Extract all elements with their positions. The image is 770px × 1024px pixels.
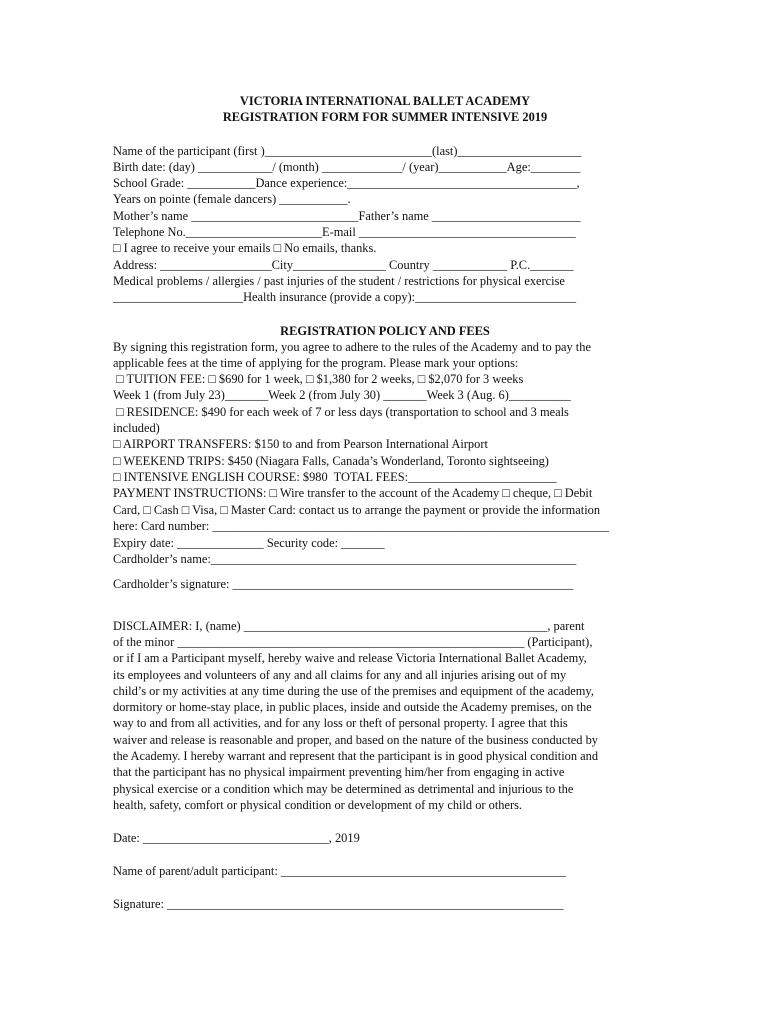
cardholder-signature-field[interactable]: Cardholder’s signature: _______________________________________________________ xyxy=(113,577,574,591)
medical-insurance-field[interactable]: _____________________Health insurance (provide a copy):__________________________ xyxy=(113,290,577,304)
card-number-field[interactable]: here: Card number: ________________________________________________________________ xyxy=(113,519,609,533)
disclaimer-text: the Academy. I hereby warrant and represent that the participant is in good physical condition and xyxy=(113,749,599,763)
parents-name-field[interactable]: Mother’s name ___________________________Father’s name ________________________ xyxy=(113,209,581,223)
cardholder-name-field[interactable]: Cardholder’s name:___________________________________________________________ xyxy=(113,552,577,566)
parent-name-field[interactable]: Name of parent/adult participant: ______________________________________________ xyxy=(113,864,566,878)
disclaimer-text: health, safety, comfort or physical condition or development of my child or others. xyxy=(113,798,523,812)
birth-date-field[interactable]: Birth date: (day) ____________/ (month) _____________/ (year)___________Age:________ xyxy=(113,160,581,174)
signature-field[interactable]: Signature: ________________________________________________________________ xyxy=(113,897,564,911)
disclaimer-text: or if I am a Participant myself, hereby waive and release Victoria International Ballet Academy, xyxy=(113,651,587,665)
weekend-trips-option[interactable]: □ WEEKEND TRIPS: $450 (Niagara Falls, Canada’s Wonderland, Toronto sightseeing) xyxy=(113,454,549,468)
policy-line: included) xyxy=(113,421,160,435)
disclaimer-text: child’s or my activities at any time during the use of the premises and equipment of the academy, xyxy=(113,684,594,698)
form-subtitle: REGISTRATION FORM FOR SUMMER INTENSIVE 2019 xyxy=(222,110,548,124)
residence-option[interactable]: □ RESIDENCE: $490 for each week of 7 or less days (transportation to school and 3 meals xyxy=(113,405,569,419)
english-course-option[interactable]: □ INTENSIVE ENGLISH COURSE: $980 TOTAL FEES:________________________ xyxy=(113,470,557,484)
disclaimer-text: that the participant has no physical impairment preventing him/her from engaging in active xyxy=(113,765,565,779)
disclaimer-minor-field[interactable]: of the minor ________________________________________________________ (Participant), xyxy=(113,635,593,649)
airport-transfers-option[interactable]: □ AIRPORT TRANSFERS: $150 to and from Pearson International Airport xyxy=(113,437,488,451)
date-field[interactable]: Date: ______________________________, 2019 xyxy=(113,831,360,845)
school-grade-field[interactable]: School Grade: ___________Dance experience:_____________________________________, xyxy=(113,176,580,190)
week-selection-field[interactable]: Week 1 (from July 23)_______Week 2 (from July 30) _______Week 3 (Aug. 6)__________ xyxy=(113,388,571,402)
address-field[interactable]: Address: __________________City_______________ Country ____________ P.C._______ xyxy=(113,258,574,272)
policy-heading: REGISTRATION POLICY AND FEES xyxy=(280,324,490,338)
email-consent-checkboxes[interactable]: □ I agree to receive your emails □ No emails, thanks. xyxy=(113,241,377,255)
form-title: VICTORIA INTERNATIONAL BALLET ACADEMY xyxy=(239,94,531,108)
years-on-pointe-field[interactable]: Years on pointe (female dancers) ___________. xyxy=(113,192,351,206)
disclaimer-text: dormitory or home-stay place, in public places, inside and outside the Academy premises, on the xyxy=(113,700,592,714)
policy-line: applicable fees at the time of applying for the program. Please mark your options: xyxy=(113,356,519,370)
disclaimer-text: physical exercise or a condition which may be determined as detrimental and injurious to the xyxy=(113,782,574,796)
disclaimer-name-field[interactable]: DISCLAIMER: I, (name) _________________________________________________, parent xyxy=(113,619,585,633)
contact-field[interactable]: Telephone No.______________________E-mail ___________________________________ xyxy=(113,225,576,239)
payment-instructions-options[interactable]: PAYMENT INSTRUCTIONS: □ Wire transfer to the account of the Academy □ cheque, □ Debit xyxy=(113,486,593,500)
tuition-fee-options[interactable]: □ TUITION FEE: □ $690 for 1 week, □ $1,380 for 2 weeks, □ $2,070 for 3 weeks xyxy=(113,372,524,386)
medical-problems-label: Medical problems / allergies / past injuries of the student / restrictions for physical exercise xyxy=(113,274,565,288)
expiry-security-field[interactable]: Expiry date: ______________ Security code: _______ xyxy=(113,536,385,550)
policy-line: By signing this registration form, you agree to adhere to the rules of the Academy and to pay the xyxy=(113,340,591,354)
disclaimer-text: its employees and volunteers of any and all claims for any and all injuries arising out of my xyxy=(113,668,567,682)
disclaimer-text: waiver and release is reasonable and proper, and based on the nature of the business conducted by xyxy=(113,733,598,747)
disclaimer-text: way to and from all activities, and for any loss or theft of personal property. I agree that this xyxy=(113,716,568,730)
participant-name-field[interactable]: Name of the participant (first )___________________________(last)____________________ xyxy=(113,144,582,158)
payment-method-options[interactable]: Card, □ Cash □ Visa, □ Master Card: contact us to arrange the payment or provide the information xyxy=(113,503,601,517)
